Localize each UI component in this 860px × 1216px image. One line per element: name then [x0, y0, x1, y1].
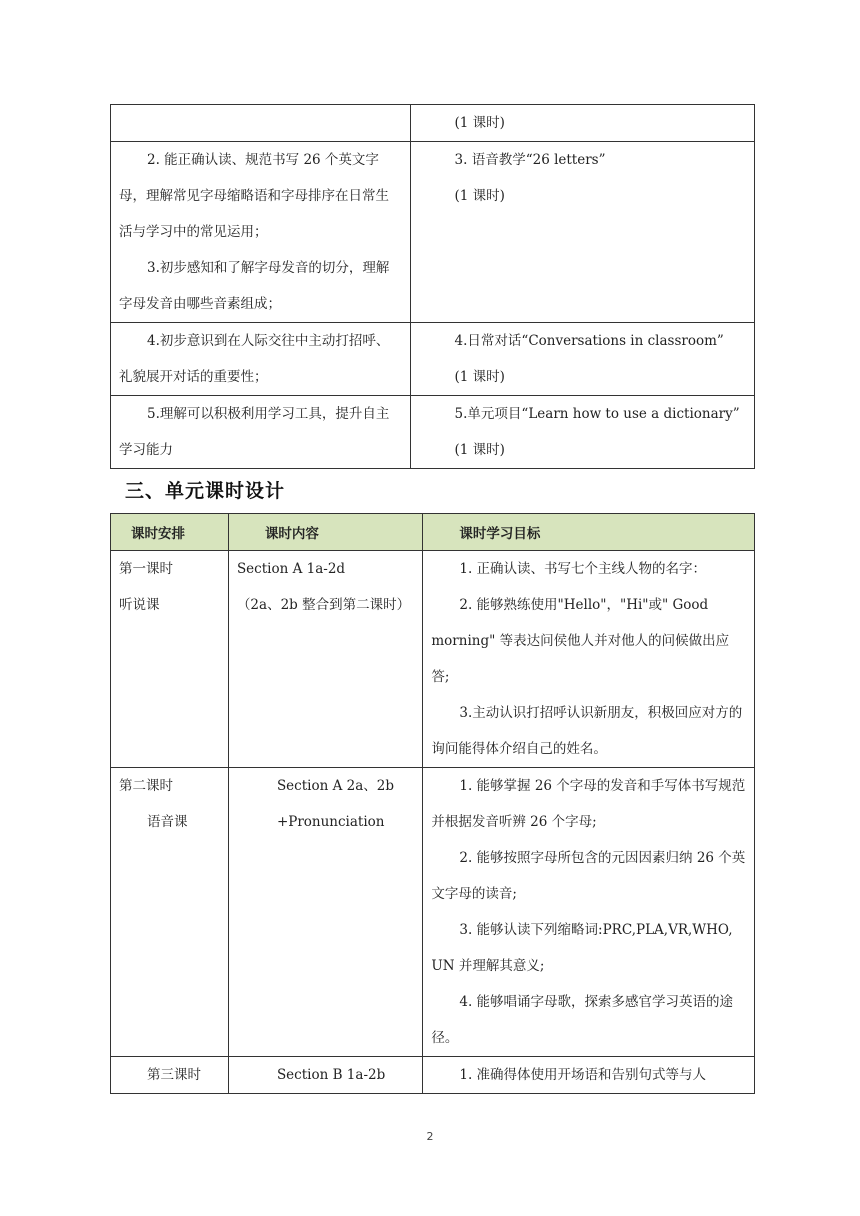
table-row [111, 768, 755, 1057]
content-text: Section A 2a、2b [276, 778, 395, 794]
table-row [111, 105, 755, 142]
column-header: 课时内容 [228, 514, 422, 551]
lesson-title: 4.日常对话“Conversations in classroom” [454, 333, 724, 349]
lesson-hours: (1 课时) [454, 188, 505, 204]
objective-cell [111, 105, 411, 142]
lesson-design-table [110, 513, 755, 1094]
table-row [111, 323, 755, 396]
lesson-title: 3. 语音教学“26 letters” [454, 152, 606, 168]
lesson-hours: (1 课时) [454, 115, 505, 131]
table-row [111, 1057, 755, 1094]
objective-text: 4.初步意识到在人际交往中主动打招呼、礼貌展开对话的重要性； [119, 333, 390, 385]
goal-text: 2. 能够按照字母所包含的元因因素归纳 26 个英文字母的读音; [431, 850, 746, 902]
arrangement-cell [111, 1057, 229, 1094]
lesson-cell [410, 105, 754, 142]
objective-text: 2. 能正确认读、规范书写 26 个英文字母，理解常见字母缩略语和字母排序在日常生活与学习中的常见运用； [119, 152, 389, 240]
table-header-row [111, 514, 755, 551]
lesson-number: 第三课时 [147, 1067, 201, 1083]
arrangement-cell [111, 768, 229, 1057]
goal-text: 3.主动认识打招呼认识新朋友，积极回应对方的询问能得体介绍自己的姓名。 [431, 705, 743, 757]
goals-cell [423, 1057, 755, 1094]
goal-text: 4. 能够唱诵字母歌，探索多感官学习英语的途径。 [431, 994, 734, 1046]
content-cell [228, 768, 422, 1057]
column-header: 课时安排 [111, 514, 229, 551]
objective-text: 5.理解可以积极利用学习工具，提升自主学习能力 [119, 406, 390, 458]
arrangement-cell [111, 551, 229, 768]
lesson-number: 第二课时 [119, 778, 173, 794]
lesson-cell [410, 396, 754, 469]
content-text: +Pronunciation [276, 814, 385, 830]
lesson-number: 第一课时 [119, 561, 173, 577]
content-text: Section A 1a-2d [236, 561, 346, 577]
objective-text: 3.初步感知和了解字母发音的切分，理解字母发音由哪些音素组成； [119, 260, 390, 312]
section-heading: 三、单元课时设计 [125, 480, 286, 502]
table-row [111, 551, 755, 768]
lesson-hours: (1 课时) [454, 442, 505, 458]
objectives-table [110, 104, 755, 469]
content-text: Section B 1a-2b [276, 1067, 386, 1083]
content-cell [228, 551, 422, 768]
objective-cell [111, 396, 411, 469]
lesson-type: 语音课 [147, 814, 188, 830]
table-row [111, 142, 755, 323]
lesson-type: 听说课 [119, 597, 160, 613]
goal-text: 2. 能够熟练使用"Hello"，"Hi"或" Good morning" 等表达问侯他人并对他人的问候做出应答; [431, 597, 730, 685]
goal-text: 3. 能够认读下列缩略词:PRC,PLA,VR,WHO, UN 并理解其意义; [431, 922, 733, 974]
lesson-hours: (1 课时) [454, 369, 505, 385]
page-number: 2 [426, 1130, 434, 1143]
goal-text: 1. 正确认读、书写七个主线人物的名字： [459, 561, 707, 577]
lesson-cell [410, 142, 754, 323]
content-cell [228, 1057, 422, 1094]
goal-text: 1. 准确得体使用开场语和告别句式等与人 [459, 1067, 707, 1083]
objective-cell [111, 142, 411, 323]
objective-cell [111, 323, 411, 396]
goals-cell [423, 768, 755, 1057]
content-text: （2a、2b 整合到第二课时） [236, 597, 411, 613]
goal-text: 1. 能够掌握 26 个字母的发音和手写体书写规范并根据发音听辨 26 个字母; [431, 778, 746, 830]
lesson-title: 5.单元项目“Learn how to use a dictionary” [454, 406, 740, 422]
lesson-cell [410, 323, 754, 396]
column-header: 课时学习目标 [423, 514, 755, 551]
goals-cell [423, 551, 755, 768]
table-row [111, 396, 755, 469]
